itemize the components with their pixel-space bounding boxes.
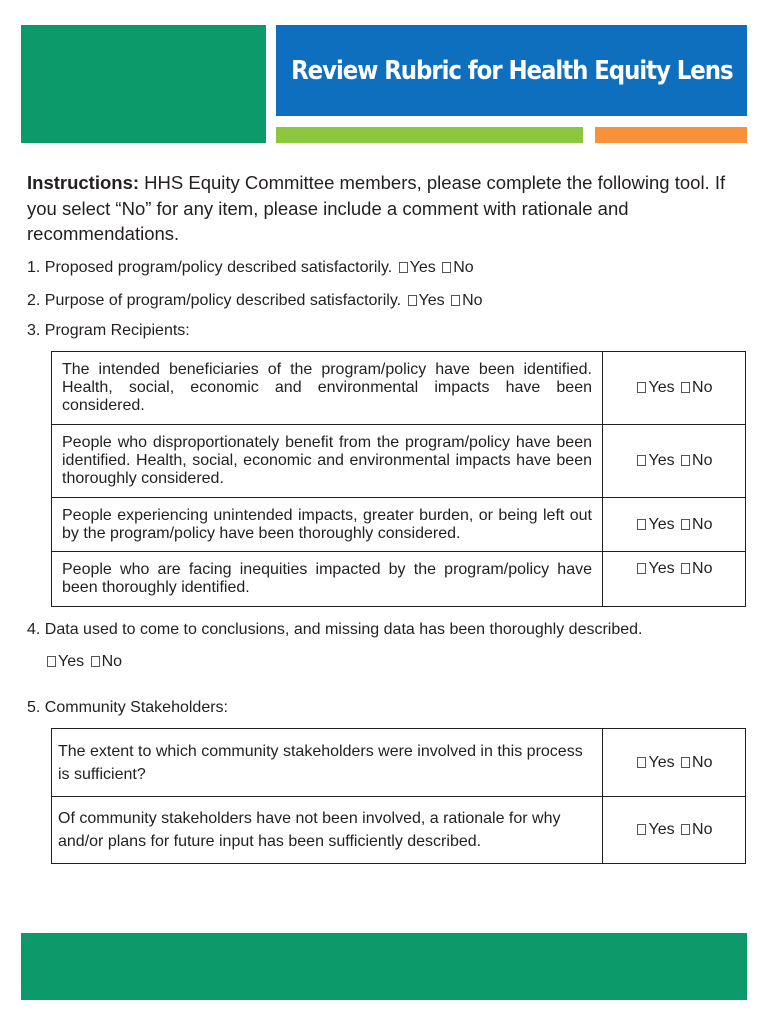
item-text: Program Recipients:: [44, 322, 190, 339]
yes-label: Yes: [648, 753, 675, 771]
yes-checkbox[interactable]: [637, 455, 646, 466]
table-row: [52, 729, 746, 797]
header-green-block: [21, 25, 266, 143]
no-checkbox[interactable]: [681, 382, 690, 393]
criterion-text: The extent to which community stakeholders were involved in this process is sufficient?: [52, 729, 603, 797]
criterion-text: The intended beneficiaries of the program/policy have been identified. Health, social, economic and environmental impacts have been considered.: [52, 352, 603, 425]
item-number: 5.: [27, 699, 41, 716]
yes-checkbox[interactable]: [408, 295, 417, 306]
no-checkbox[interactable]: [91, 656, 100, 667]
yes-label: Yes: [648, 821, 675, 838]
yes-checkbox[interactable]: [637, 519, 646, 530]
instructions-text: HHS Equity Committee members, please complete the following tool. If you select “No” for any item, please include a comment with rationale and recommendations.: [27, 172, 726, 244]
item-4-choices: [45, 652, 122, 672]
no-checkbox[interactable]: [681, 824, 690, 835]
instructions-label: Instructions:: [27, 172, 140, 193]
criterion-text: People who disproportionately benefit from the program/policy have been identified. Health, social, economic and environmental impacts have been thoroughly considered.: [52, 425, 603, 498]
item-4: [27, 620, 643, 640]
yes-checkbox[interactable]: [47, 656, 56, 667]
no-checkbox[interactable]: [681, 455, 690, 466]
recipients-table: [51, 351, 746, 607]
no-checkbox[interactable]: [681, 519, 690, 530]
header-orange-strip: [595, 127, 747, 143]
item-1: [27, 258, 474, 278]
item-text: Community Stakeholders:: [44, 699, 228, 716]
header-lime-strip: [276, 127, 583, 143]
item-text: Data used to come to conclusions, and missing data has been thoroughly described.: [44, 621, 643, 638]
item-number: 3.: [27, 322, 41, 339]
yes-label: Yes: [418, 292, 445, 309]
footer-green-bar: [21, 933, 747, 1000]
yes-checkbox[interactable]: [637, 382, 646, 393]
answer-cell: [603, 425, 746, 498]
item-2: [27, 291, 483, 311]
no-checkbox[interactable]: [681, 563, 690, 574]
no-label: No: [692, 821, 713, 838]
table-row: [52, 498, 746, 552]
item-text: Purpose of program/policy described satisfactorily.: [44, 292, 406, 309]
criterion-text: People who are facing inequities impacted by the program/policy have been thoroughly identified.: [52, 552, 603, 607]
yes-label: Yes: [409, 259, 436, 276]
yes-checkbox[interactable]: [637, 757, 646, 768]
item-number: 2.: [27, 292, 41, 309]
no-label: No: [101, 653, 123, 670]
table-row: [52, 425, 746, 498]
answer-cell: [603, 552, 746, 607]
no-label: No: [453, 259, 474, 276]
yes-checkbox[interactable]: [637, 824, 646, 835]
criterion-text: People experiencing unintended impacts, greater burden, or being left out by the program/policy have been thoroughly considered.: [52, 498, 603, 552]
no-label: No: [462, 292, 483, 309]
item-number: 4.: [27, 621, 41, 638]
item-text: Proposed program/policy described satisfactorily.: [44, 259, 397, 276]
table-row: [52, 797, 746, 864]
yes-label: Yes: [648, 515, 675, 533]
answer-cell: [603, 498, 746, 552]
yes-label: Yes: [648, 452, 675, 469]
yes-label: Yes: [648, 560, 675, 577]
no-label: No: [692, 515, 713, 533]
instructions-paragraph: [27, 170, 752, 247]
title-banner: [276, 25, 747, 116]
answer-cell: [603, 352, 746, 425]
no-label: No: [692, 560, 713, 577]
stakeholders-table: [51, 728, 746, 864]
item-number: 1.: [27, 259, 41, 276]
yes-label: Yes: [58, 653, 85, 670]
yes-checkbox[interactable]: [637, 563, 646, 574]
yes-label: Yes: [648, 379, 675, 396]
answer-cell: [603, 797, 746, 864]
no-label: No: [692, 452, 713, 469]
no-checkbox[interactable]: [681, 757, 690, 768]
table-row: [52, 352, 746, 425]
table-row: [52, 552, 746, 607]
answer-cell: [603, 729, 746, 797]
page-title: Review Rubric for Health Equity Lens: [290, 55, 733, 86]
no-checkbox[interactable]: [451, 295, 460, 306]
criterion-text: Of community stakeholders have not been involved, a rationale for why and/or plans for future input has been sufficiently described.: [52, 797, 603, 864]
item-5: [27, 698, 228, 718]
no-label: No: [692, 379, 713, 396]
yes-checkbox[interactable]: [399, 262, 408, 273]
no-checkbox[interactable]: [442, 262, 451, 273]
no-label: No: [692, 753, 713, 771]
item-3: [27, 321, 190, 341]
